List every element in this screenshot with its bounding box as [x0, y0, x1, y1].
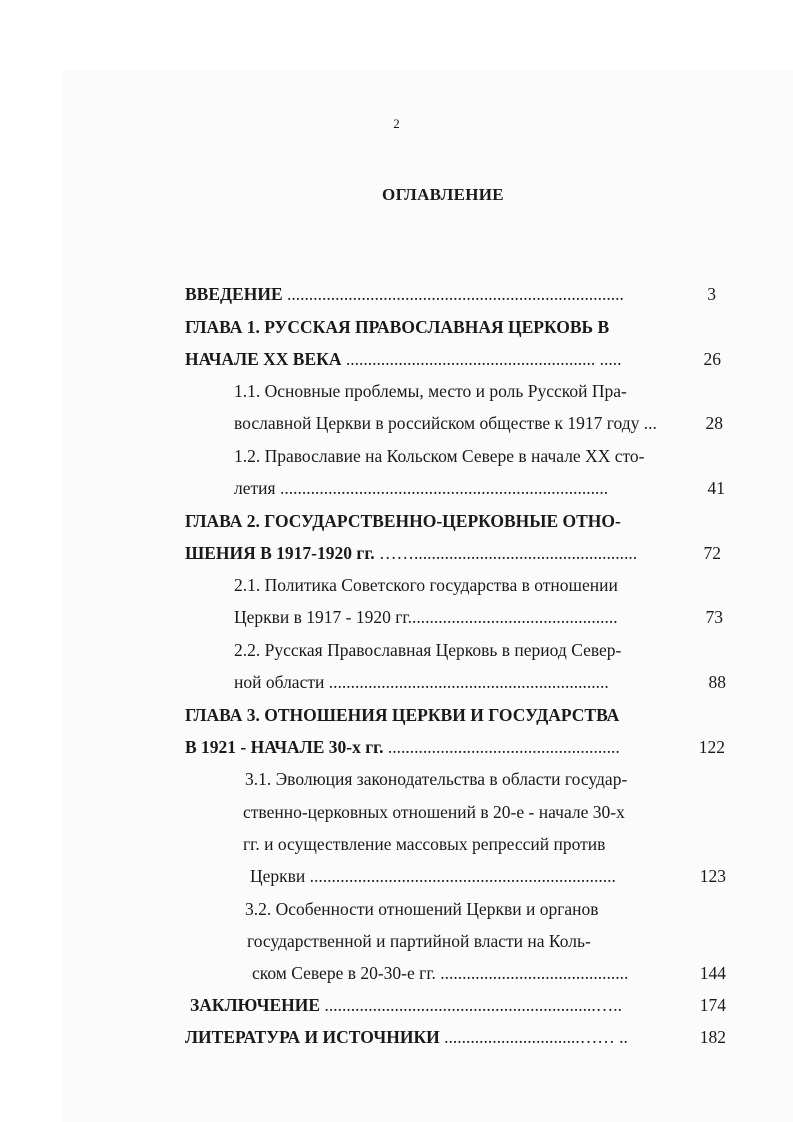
toc-entry-section-1-2-line-1: 1.2. Православие на Кольском Севере в начале XX сто-: [234, 446, 645, 466]
toc-page-section-2-2: 88: [708, 672, 726, 692]
toc-page-section-1-1: 28: [705, 413, 723, 433]
toc-page-chapter-2: 72: [703, 543, 721, 563]
toc-entry-chapter-3-line-2: В 1921 - НАЧАЛЕ 30-х гг. .....................................................: [185, 737, 620, 757]
toc-page-chapter-1: 26: [703, 349, 721, 369]
toc-entry-bibliography: ЛИТЕРАТУРА И ИСТОЧНИКИ ...............................…… ..: [185, 1027, 628, 1047]
toc-entry-chapter-1-line-2: НАЧАЛЕ XX ВЕКА ......................................................... .....: [185, 349, 622, 369]
toc-entry-chapter-1-line-1: ГЛАВА 1. РУССКАЯ ПРАВОСЛАВНАЯ ЦЕРКОВЬ В: [185, 317, 610, 337]
toc-page-section-1-2: 41: [707, 478, 725, 498]
toc-page-introduction: 3: [707, 284, 716, 304]
toc-entry-section-3-2-line-2: государственной и партийной власти на Коль-: [247, 931, 591, 951]
toc-page-bibliography: 182: [699, 1027, 726, 1047]
toc-entry-section-3-2-line-3: ском Севере в 20-30-е гг. ...........................................: [252, 963, 629, 983]
toc-entry-chapter-2-line-2: ШЕНИЯ В 1917-1920 гг. ……...................................................: [185, 543, 638, 563]
toc-entry-section-2-1-line-1: 2.1. Политика Советского государства в отношении: [234, 575, 618, 595]
toc-entry-section-3-1-line-4: Церкви ......................................................................: [250, 866, 616, 886]
toc-page-section-2-1: 73: [705, 607, 723, 627]
toc-page-section-3-1: 123: [699, 866, 726, 886]
toc-page-conclusion: 174: [699, 995, 726, 1015]
toc-entry-section-3-1-line-2: ственно-церковных отношений в 20-е - начале 30-х: [243, 802, 625, 822]
toc-entry-section-2-1-line-2: Церкви в 1917 - 1920 гг................................................: [234, 607, 618, 627]
page-number: 2: [393, 116, 400, 131]
toc-entry-conclusion: ЗАКЛЮЧЕНИЕ ..............................................................…..: [190, 995, 622, 1015]
toc-page-section-3-2: 144: [699, 963, 726, 983]
toc-entry-section-1-1-line-2: вославной Церкви в российском обществе к 1917 году ...: [234, 413, 657, 433]
toc-entry-section-3-1-line-3: гг. и осуществление массовых репрессий против: [243, 834, 606, 854]
toc-entry-section-2-2-line-1: 2.2. Русская Православная Церковь в период Север-: [234, 640, 622, 660]
toc-entry-section-3-1-line-1: 3.1. Эволюция законодательства в области государ-: [245, 769, 628, 789]
toc-entry-introduction: ВВЕДЕНИЕ .............................................................................: [185, 284, 624, 304]
toc-entry-section-1-2-line-2: летия ...........................................................................: [234, 478, 609, 498]
toc-title: ОГЛАВЛЕНИЕ: [382, 185, 504, 204]
toc-page-chapter-3: 122: [698, 737, 725, 757]
toc-entry-section-2-2-line-2: ной области ................................................................: [234, 672, 609, 692]
toc-entry-chapter-3-line-1: ГЛАВА 3. ОТНОШЕНИЯ ЦЕРКВИ И ГОСУДАРСТВА: [185, 705, 620, 725]
toc-entry-chapter-2-line-1: ГЛАВА 2. ГОСУДАРСТВЕННО-ЦЕРКОВНЫЕ ОТНО-: [185, 511, 621, 531]
toc-entry-section-3-2-line-1: 3.2. Особенности отношений Церкви и органов: [245, 899, 599, 919]
toc-entry-section-1-1-line-1: 1.1. Основные проблемы, место и роль Русской Пра-: [234, 381, 627, 401]
